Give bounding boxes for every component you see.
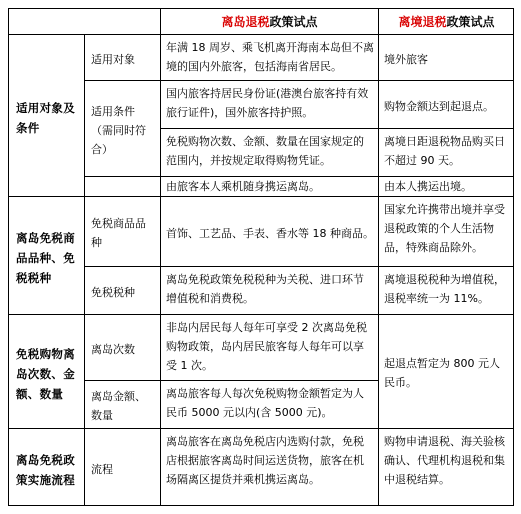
header-left-rest: 政策试点 <box>269 15 318 29</box>
section-1-row-1-left: 年满 18 周岁、乘飞机离开海南本岛但不离境的国内外旅客，包括海南省居民。 <box>160 34 378 80</box>
section-3-sub-amount-quantity: 离岛金额、数量 <box>84 380 160 428</box>
section-4-row-1-left: 离岛旅客在离岛免税店内选购付款，免税店根据旅客离岛时间运送货物，旅客在机场隔离区提货并乘机携运离岛。 <box>160 428 378 506</box>
section-4-sub-process: 流程 <box>84 428 160 506</box>
section-1-title: 适用对象及条件 <box>8 34 84 196</box>
section-2-sub-tax-types: 免税税种 <box>84 266 160 314</box>
header-right-cell <box>378 8 514 34</box>
section-4-title: 离岛免税政策实施流程 <box>8 428 84 506</box>
section-1-row-3-right: 离境日距退税物品购买日不超过 90 天。 <box>378 128 514 176</box>
section-3-row-2-left: 离岛旅客每人每次免税购物金额暂定为人民币 5000 元以内(含 5000 元)。 <box>160 380 378 428</box>
section-1-row-4-sub <box>84 176 160 196</box>
section-1-sub-applicable-target: 适用对象 <box>84 34 160 80</box>
section-2-row-1-left: 首饰、工艺品、手表、香水等 18 种商品。 <box>160 196 378 266</box>
section-2-row-1-right: 国家允许携带出境并享受退税政策的个人生活物品，特殊商品除外。 <box>378 196 514 266</box>
section-1-row-2-right: 购物金额达到起退点。 <box>378 80 514 128</box>
header-left-highlight: 离岛退税 <box>221 15 270 29</box>
section-3-title: 免税购物离岛次数、金额、数量 <box>8 314 84 428</box>
section-1-row-3-left: 免税购物次数、金额、数量在国家规定的范围内，并按规定取得购物凭证。 <box>160 128 378 176</box>
header-left-cell <box>160 8 378 34</box>
section-2-sub-goods-types: 免税商品品种 <box>84 196 160 266</box>
section-1-sub-applicable-conditions: 适用条件（需同时符合） <box>84 80 160 176</box>
section-3-right-merged: 起退点暂定为 800 元人民币。 <box>378 314 514 428</box>
section-1-row-1-right: 境外旅客 <box>378 34 514 80</box>
section-1-row-4-left: 由旅客本人乘机随身携运离岛。 <box>160 176 378 196</box>
section-1-row-2-left: 国内旅客持居民身份证(港澳台旅客持有效旅行证件)，国外旅客持护照。 <box>160 80 378 128</box>
section-3-row-1-left: 非岛内居民每人每年可享受 2 次离岛免税购物政策，岛内居民旅客每人每年可以享受 1 次。 <box>160 314 378 380</box>
section-2-row-2-left: 离岛免税政策免税税种为关税、进口环节增值税和消费税。 <box>160 266 378 314</box>
header-right-highlight: 离境退税 <box>398 15 447 29</box>
header-blank-cell <box>8 8 160 34</box>
section-2-title: 离岛免税商品品种、免税税种 <box>8 196 84 314</box>
section-1-row-4-right: 由本人携运出境。 <box>378 176 514 196</box>
section-3-sub-trip-count: 离岛次数 <box>84 314 160 380</box>
section-2-row-2-right: 离境退税税种为增值税，退税率统一为 11%。 <box>378 266 514 314</box>
section-4-row-1-right: 购物申请退税、海关验核确认、代理机构退税和集中退税结算。 <box>378 428 514 506</box>
header-right-rest: 政策试点 <box>446 15 495 29</box>
